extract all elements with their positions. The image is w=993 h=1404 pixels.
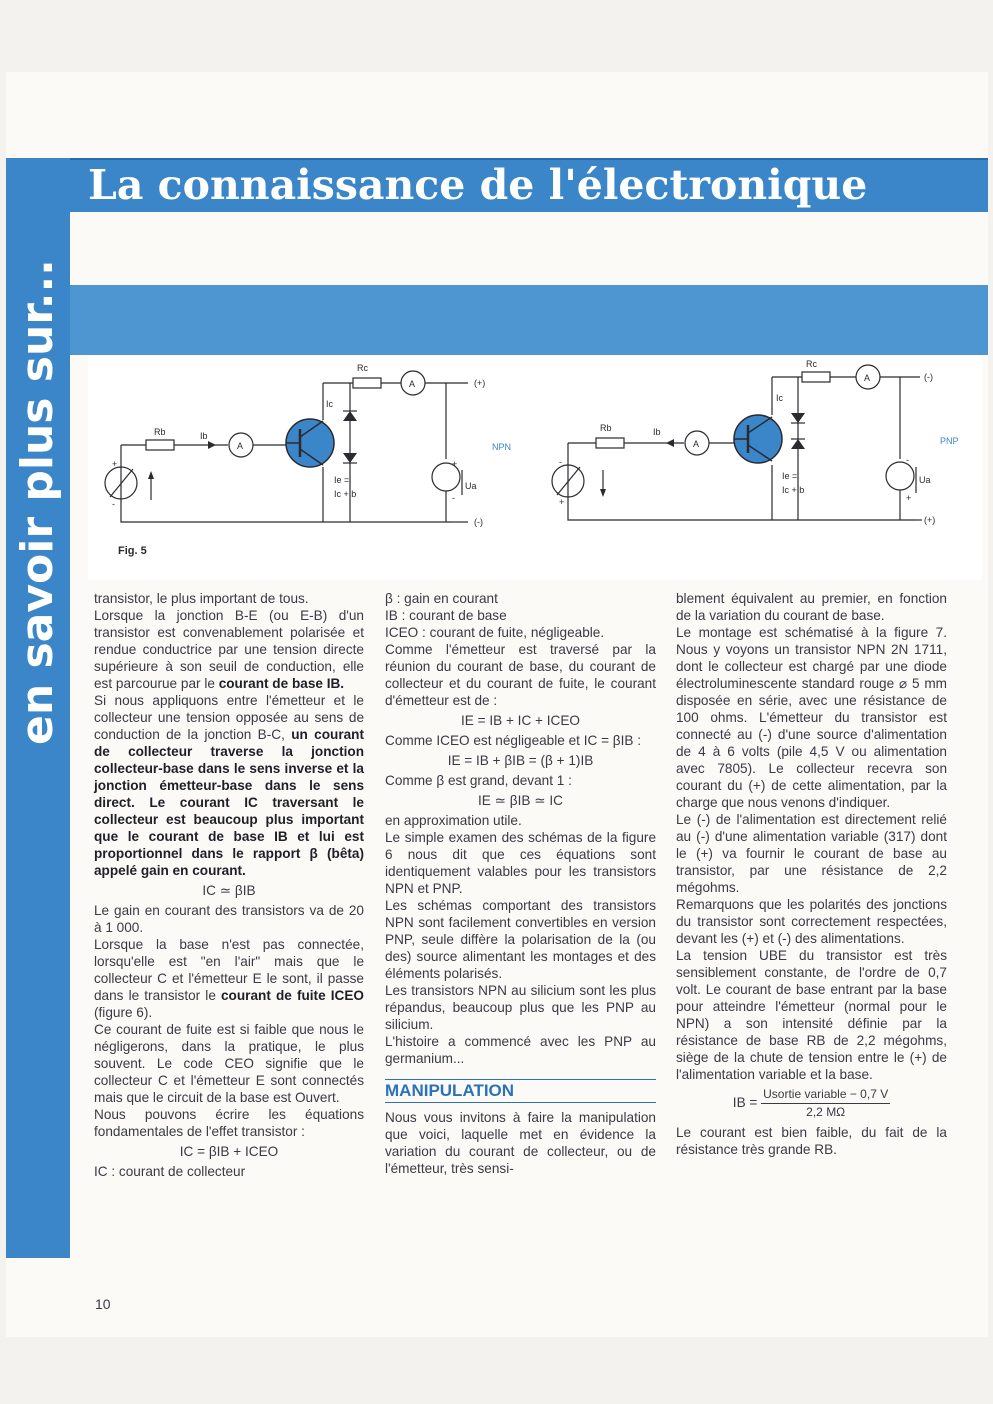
- pnp-ua-minus: -: [906, 455, 909, 465]
- paragraph: Comme β est grand, devant 1 :: [385, 773, 572, 788]
- equation: IC = βIB + ICEO: [179, 1144, 279, 1159]
- paragraph: Nous vous invitons à faire la manipulation que voici, laquelle met en évidence la variation du courant de collecteur, ou de l'émetteur, très sensi-: [385, 1110, 656, 1176]
- figure-5: [88, 355, 982, 580]
- pnp-type-label: PNP: [940, 436, 959, 446]
- paragraph: blement équivalent au premier, en fonction de la variation du courant de base.: [676, 591, 947, 623]
- equation: IE ≃ βIB ≃ IC: [478, 793, 563, 808]
- paragraph: Le simple examen des schémas de la figure 6 nous dit que ces équations sont identiquement valables pour les transistors NPN et PNP.: [385, 830, 656, 896]
- paragraph: Le gain en courant des transistors va de 20 à 1 000.: [94, 903, 364, 935]
- pnp-rb-label: Rb: [600, 423, 612, 433]
- equation: [676, 1086, 947, 1121]
- section-heading: MANIPULATION: [385, 1079, 656, 1103]
- text-run: Lorsque la base n'est pas connectée, lorsqu'elle est "en l'air" mais que le collecteur C et l'émetteur E le sont, il passe dans le transistor le: [94, 937, 364, 1003]
- circuit-diagram: [88, 355, 982, 580]
- paragraph: Les transistors NPN au silicium sont les plus répandus, beaucoup plus que les PNP au silicium.: [385, 983, 656, 1032]
- pnp-ua-label: Ua: [919, 475, 931, 485]
- npn-ie-label: Ie =: [334, 475, 350, 485]
- npn-ua-label: Ua: [465, 481, 477, 491]
- equation-lhs: IB =: [732, 1095, 758, 1111]
- text-run: Si nous appliquons entre l'émetteur et le collecteur une tension opposée au sens de conduction de la jonction B-C,: [94, 693, 364, 742]
- pnp-ammeter-2-icon: A: [864, 373, 871, 383]
- npn-source-plus: +: [112, 459, 118, 469]
- text-column-1: [94, 590, 364, 1180]
- text-run: Lorsque la jonction B-E (ou E-B) d'un transistor est convenablement polarisée et rendue conductrice par une tension directe supérieure à son seuil de conduction, elle est parcourue par le: [94, 608, 364, 691]
- fraction: [761, 1086, 890, 1121]
- equation: IC ≃ βIB: [202, 883, 256, 898]
- text-column-3: [676, 590, 947, 1158]
- paragraph: Le montage est schématisé à la figure 7. Nous y voyons un transistor NPN 2N 1711, dont le collecteur est chargé par une diode électroluminescente standard rouge ⌀ 5 mm disposée en série, avec une résistance de 100 ohms. L'émetteur du transistor est connecté au (-) d'une source d'alimentation de 4 à 6 volts (pile 4,5 V ou alimentation avec 7805). Le collecteur recevra son courant du (+) de cette alimentation, par la charge que nous venons d'indiquer.: [676, 625, 947, 810]
- npn-top-polarity: (+): [474, 378, 486, 388]
- paragraph: Nous pouvons écrire les équations fondamentales de l'effet transistor :: [94, 1107, 364, 1139]
- npn-rc-label: Rc: [357, 363, 368, 373]
- pnp-ua-plus: +: [906, 493, 912, 503]
- npn-bottom-polarity: (-): [474, 517, 483, 527]
- npn-ie-sum-label: Ic +Ib: [334, 489, 357, 499]
- bold-term: courant de base IB.: [218, 676, 345, 691]
- pnp-source-minus: -: [559, 457, 562, 467]
- equation: IE = IB + IC + ICEO: [461, 713, 580, 728]
- npn-ua-plus: +: [452, 459, 458, 469]
- section-label: en savoir plus sur...: [12, 259, 63, 745]
- bold-term: courant de fuite ICEO: [221, 988, 364, 1003]
- npn-rb-label: Rb: [154, 427, 166, 437]
- paragraph: Le (-) de l'alimentation est directement relié au (-) d'une alimentation variable (317) dont le (+) va fournir le courant de base au transistor, par une résistance de 2,2 mégohms.: [676, 812, 947, 895]
- pnp-bottom-polarity: (+): [924, 515, 936, 525]
- pnp-rc-label: Rc: [806, 359, 817, 369]
- paragraph: La tension UBE du transistor est très sensiblement constante, de l'ordre de 0,7 volt. Le courant de base entrant par la base pour atteindre l'émetteur (normal pour le NPN) a son intensité définie par la résistance de base RB de 2,2 mégohms, siège de la chute de tension entre le (+) de l'alimentation variable et la base.: [676, 948, 947, 1082]
- pnp-ic-label: Ic: [776, 393, 784, 403]
- npn-ua-minus: -: [452, 493, 455, 503]
- pnp-ammeter-1-icon: A: [693, 439, 700, 449]
- text-column-2: [385, 590, 656, 1177]
- pnp-top-polarity: (-): [924, 372, 933, 382]
- paragraph: Les schémas comportant des transistors NPN sont facilement convertibles en version PNP, seule diffère la polarisation de la (ou des) source alimentant les montages et des éléments polarisés.: [385, 898, 656, 981]
- paragraph: transistor, le plus important de tous.: [94, 591, 309, 606]
- title-band: [70, 158, 988, 212]
- bold-statement: un courant de collecteur traverse la jonction collecteur-base dans le sens inverse et la jonction émetteur-base dans le sens direct. Le courant IC traversant le collecteur est beaucoup plus important que le courant de base IB et lui est proportionnel dans le rapport β (bêta) appelé gain en courant.: [94, 727, 364, 878]
- paragraph: [94, 607, 364, 692]
- blue-band: [70, 285, 988, 355]
- paragraph: [94, 936, 364, 1021]
- npn-ic-label: Ic: [326, 399, 334, 409]
- fraction-numerator: Usortie variable − 0,7 V: [761, 1086, 890, 1104]
- npn-type-label: NPN: [492, 442, 512, 452]
- figure-label: Fig. 5: [118, 545, 147, 557]
- npn-ammeter-1-icon: A: [237, 441, 244, 451]
- definition-line: ICEO : courant de fuite, négligeable.: [385, 625, 605, 640]
- pnp-ie-label: Ie =: [782, 471, 798, 481]
- equation: IE = IB + βIB = (β + 1)IB: [447, 753, 594, 768]
- paragraph: [94, 692, 364, 879]
- npn-ib-label: Ib: [200, 431, 208, 441]
- page-title: La connaissance de l'électronique: [88, 161, 868, 209]
- paragraph: Remarquons que les polarités des jonctions du transistor sont correctement respectées, devant les (+) et (-) des alimentations.: [676, 897, 947, 946]
- fraction-denominator: 2,2 MΩ: [806, 1105, 846, 1119]
- pnp-source-plus: +: [559, 497, 565, 507]
- paragraph: IC : courant de collecteur: [94, 1164, 246, 1179]
- definition-line: IB : courant de base: [385, 608, 507, 623]
- npn-source-minus: -: [112, 499, 115, 509]
- paragraph: Comme l'émetteur est traversé par la réunion du courant de base, du courant de collecteur et du courant de fuite, le courant d'émetteur est de :: [385, 642, 656, 708]
- text-run: (figure 6).: [94, 1005, 153, 1020]
- paragraph: Le courant est bien faible, du fait de la résistance très grande RB.: [676, 1125, 947, 1157]
- npn-ammeter-2-icon: A: [409, 379, 416, 389]
- pnp-ib-label: Ib: [653, 427, 661, 437]
- paragraph: Comme ICEO est négligeable et IC = βIB :: [385, 733, 642, 748]
- paragraph: en approximation utile.: [385, 813, 522, 828]
- paragraph: Ce courant de fuite est si faible que nous le négligerons, dans la pratique, le plus souvent. Le code CEO signifie que le collecteur C et l'émetteur E sont connectés mais que le circuit de la base est Ouvert.: [94, 1022, 364, 1105]
- pnp-ie-sum-label: Ic +Ib: [782, 485, 805, 495]
- page-number: 10: [95, 1296, 111, 1312]
- definition-line: β : gain en courant: [385, 591, 498, 606]
- paragraph: L'histoire a commencé avec les PNP au germanium...: [385, 1034, 656, 1066]
